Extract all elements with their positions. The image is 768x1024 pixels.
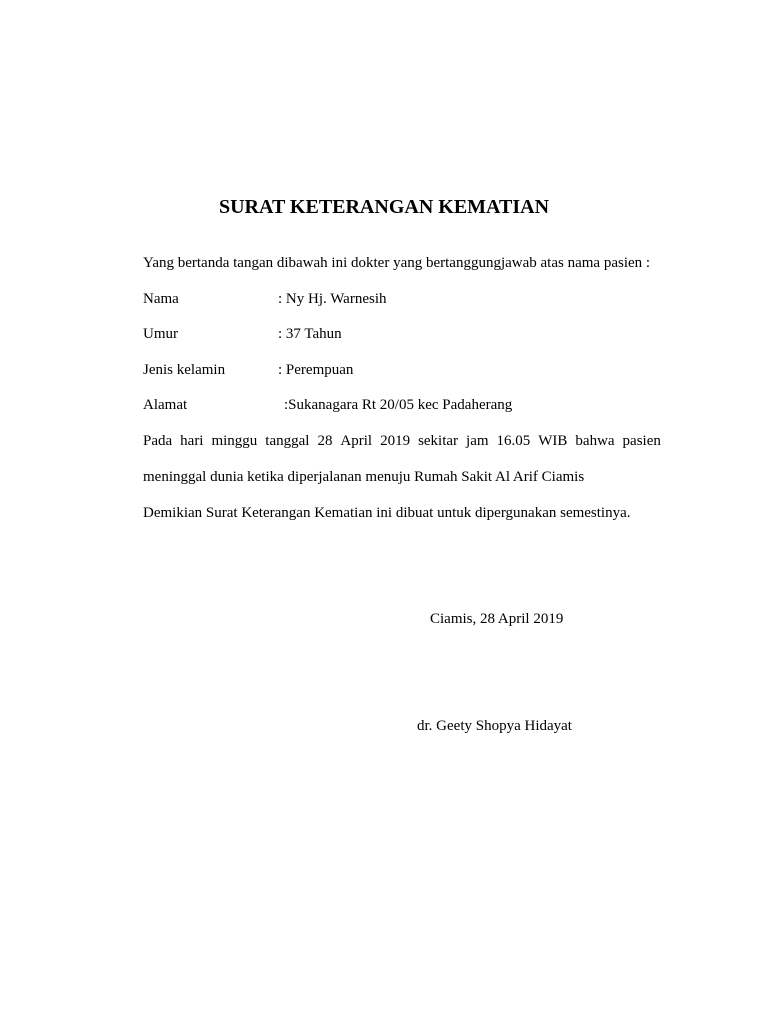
field-label-nama: Nama xyxy=(143,291,179,307)
statement-word: hari xyxy=(180,433,204,449)
field-value-alamat: :Sukanagara Rt 20/05 kec Padaherang xyxy=(284,397,513,413)
statement-word: minggu xyxy=(211,433,258,449)
statement-word: jam xyxy=(466,433,489,449)
statement-word: pasien xyxy=(622,433,661,449)
signatory-name: dr. Geety Shopya Hidayat xyxy=(417,718,572,734)
field-label-jenis-kelamin: Jenis kelamin xyxy=(143,362,226,378)
place-date: Ciamis, 28 April 2019 xyxy=(430,611,564,627)
statement-line-2: meninggal dunia ketika diperjalanan menuju Rumah Sakit Al Arif Ciamis xyxy=(143,469,585,485)
statement-word: 28 xyxy=(317,433,333,449)
document-title: SURAT KETERANGAN KEMATIAN xyxy=(218,196,550,218)
statement-word: 2019 xyxy=(380,433,411,449)
statement-word: sekitar xyxy=(418,433,459,449)
intro-text: Yang bertanda tangan dibawah ini dokter yang bertanggungjawab atas nama pasien : xyxy=(143,255,651,271)
statement-word: WIB xyxy=(538,433,568,449)
statement-word: bahwa xyxy=(575,433,615,449)
statement-word: April xyxy=(340,433,373,449)
field-label-umur: Umur xyxy=(143,326,178,342)
statement-line-1 xyxy=(143,431,661,451)
closing-text: Demikian Surat Keterangan Kematian ini dibuat untuk dipergunakan semestinya. xyxy=(143,505,631,521)
field-value-nama: : Ny Hj. Warnesih xyxy=(278,291,387,307)
field-value-umur: : 37 Tahun xyxy=(278,326,342,342)
statement-word: Pada xyxy=(143,433,173,449)
statement-word: tanggal xyxy=(265,433,310,449)
field-value-jenis-kelamin: : Perempuan xyxy=(278,362,354,378)
field-label-alamat: Alamat xyxy=(143,397,188,413)
statement-word: 16.05 xyxy=(496,433,531,449)
